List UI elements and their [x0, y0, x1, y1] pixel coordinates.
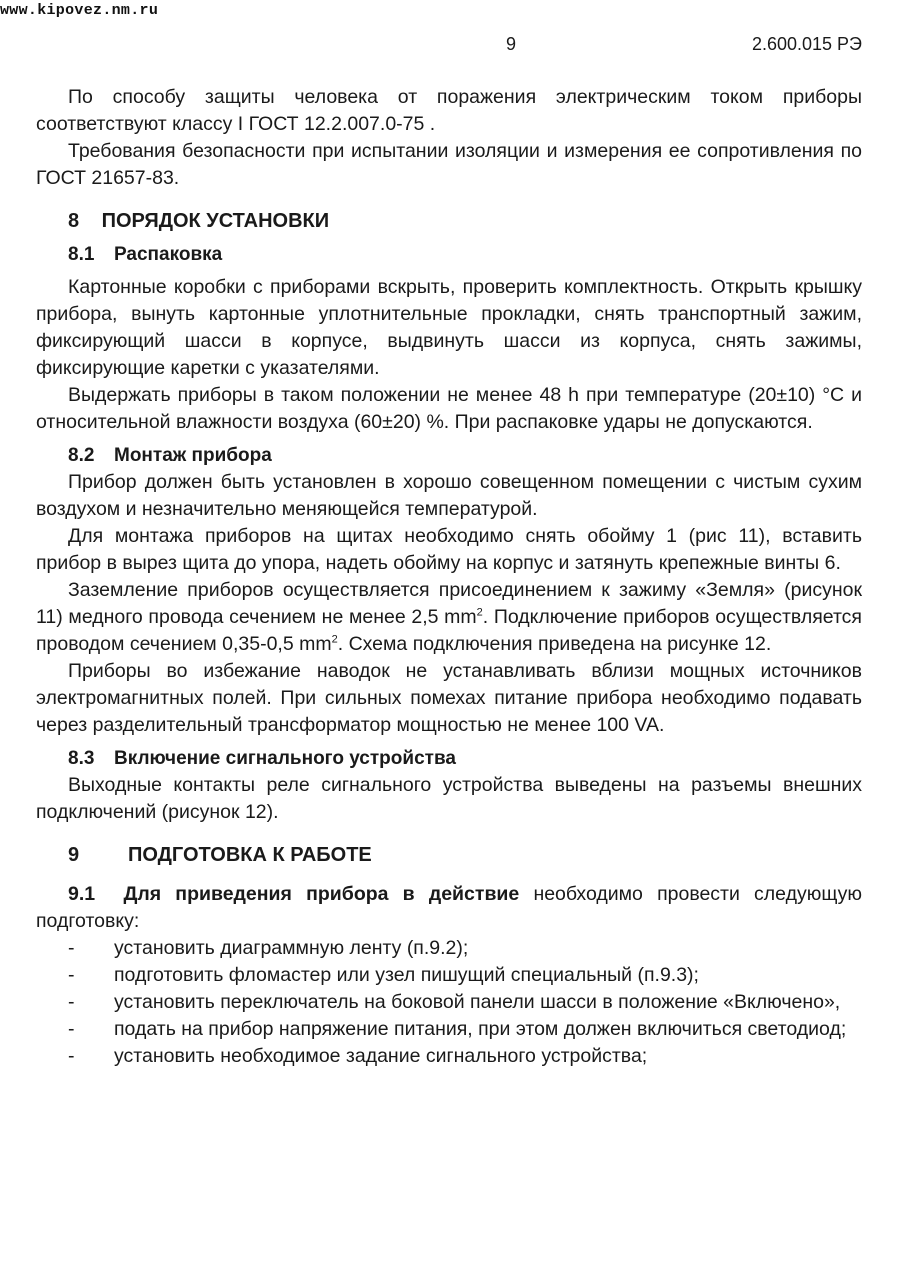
paragraph-insulation-requirements: Требования безопасности при испытании изоляции и измерения ее сопротивления по ГОСТ 21657-83. — [36, 140, 862, 189]
subsection-heading-8-3 — [36, 745, 862, 772]
section-heading-8 — [36, 208, 862, 235]
subsection-title: Распаковка — [114, 244, 223, 265]
subsection-heading-8-1 — [36, 241, 862, 268]
section-number: 9 — [68, 844, 80, 866]
preparation-steps-list — [36, 935, 862, 1070]
subsection-title: Включение сигнального устройства — [114, 748, 456, 769]
paragraph-interference: Приборы во избежание наводок не устанавливать вблизи мощных источников электромагнитных полей. При сильных помехах питание прибора необходимо подавать через разделительный трансформатор мощностью не менее 100 VA. — [36, 660, 862, 736]
paragraph-grounding: Заземление приборов осуществляется присоединением к зажиму «Земля» (рисунок 11) медного провода сечением не менее 2,5 $mm^2$. Подключение приборов осуществляется проводом сечением 0,35-0,5 $mm^2$. Схема подключения приведена на рисунке 12. — [36, 579, 862, 655]
subsection-number: 8.1 — [68, 244, 95, 265]
subsection-number: 8.2 — [68, 445, 95, 466]
list-item: - подготовить фломастер или узел пишущий специальный (п.9.3); — [68, 964, 699, 986]
paragraph-relay-outputs: Выходные контакты реле сигнального устройства выведены на разъемы внешних подключений (рисунок 12). — [36, 774, 862, 823]
paragraph-preparation-intro: 9.1 Для приведения прибора в действие необходимо провести следующую подготовку: — [36, 883, 862, 932]
section-heading-9 — [36, 842, 862, 869]
paragraph-panel-mounting: Для монтажа приборов на щитах необходимо снять обойму 1 (рис 11), вставить прибор в вырез щита до упора, надеть обойму на корпус и затянуть крепежные винты 6. — [36, 525, 862, 574]
list-item: - установить переключатель на боковой панели шасси в положение «Включено», — [68, 991, 841, 1013]
subsection-number: 8.3 — [68, 748, 95, 769]
section-title: ПОДГОТОВКА К РАБОТЕ — [128, 844, 372, 866]
subsection-title: Монтаж прибора — [114, 445, 272, 466]
document-body — [36, 84, 862, 1070]
document-code: 2.600.015 РЭ — [751, 34, 862, 54]
paragraph-installation-room: Прибор должен быть установлен в хорошо совещенном помещении с чистым сухим воздухом и незначительно меняющейся температурой. — [36, 471, 862, 520]
list-item: - установить необходимое задание сигнального устройства; — [68, 1045, 648, 1067]
subsection-heading-8-2 — [36, 442, 862, 469]
page-number: 9 — [506, 34, 517, 54]
section-number: 8 — [68, 210, 80, 232]
site-watermark: www.kipovez.nm.ru — [0, 2, 159, 19]
paragraph-unpacking: Картонные коробки с приборами вскрыть, проверить комплектность. Открыть крышку прибора, вынуть картонные уплотнительные прокладки, снять транспортный зажим, фиксирующий шасси в корпусе, выдвинуть шасси из корпуса, снять зажимы, фиксирующие каретки с указателями. — [36, 276, 862, 379]
paragraph-acclimatization: Выдержать приборы в таком положении не менее 48 h при температуре (20±10) °С и относительной влажности воздуха (60±20) %. При распаковке удары не допускаются. — [36, 384, 862, 433]
section-title: ПОРЯДОК УСТАНОВКИ — [101, 210, 330, 232]
list-item: - подать на прибор напряжение питания, при этом должен включиться светодиод; — [68, 1018, 847, 1040]
paragraph-safety-class: По способу защиты человека от поражения электрическим током приборы соответствуют классу I ГОСТ 12.2.007.0-75 . — [36, 86, 862, 135]
list-item: - установить диаграммную ленту (п.9.2); — [68, 937, 469, 959]
